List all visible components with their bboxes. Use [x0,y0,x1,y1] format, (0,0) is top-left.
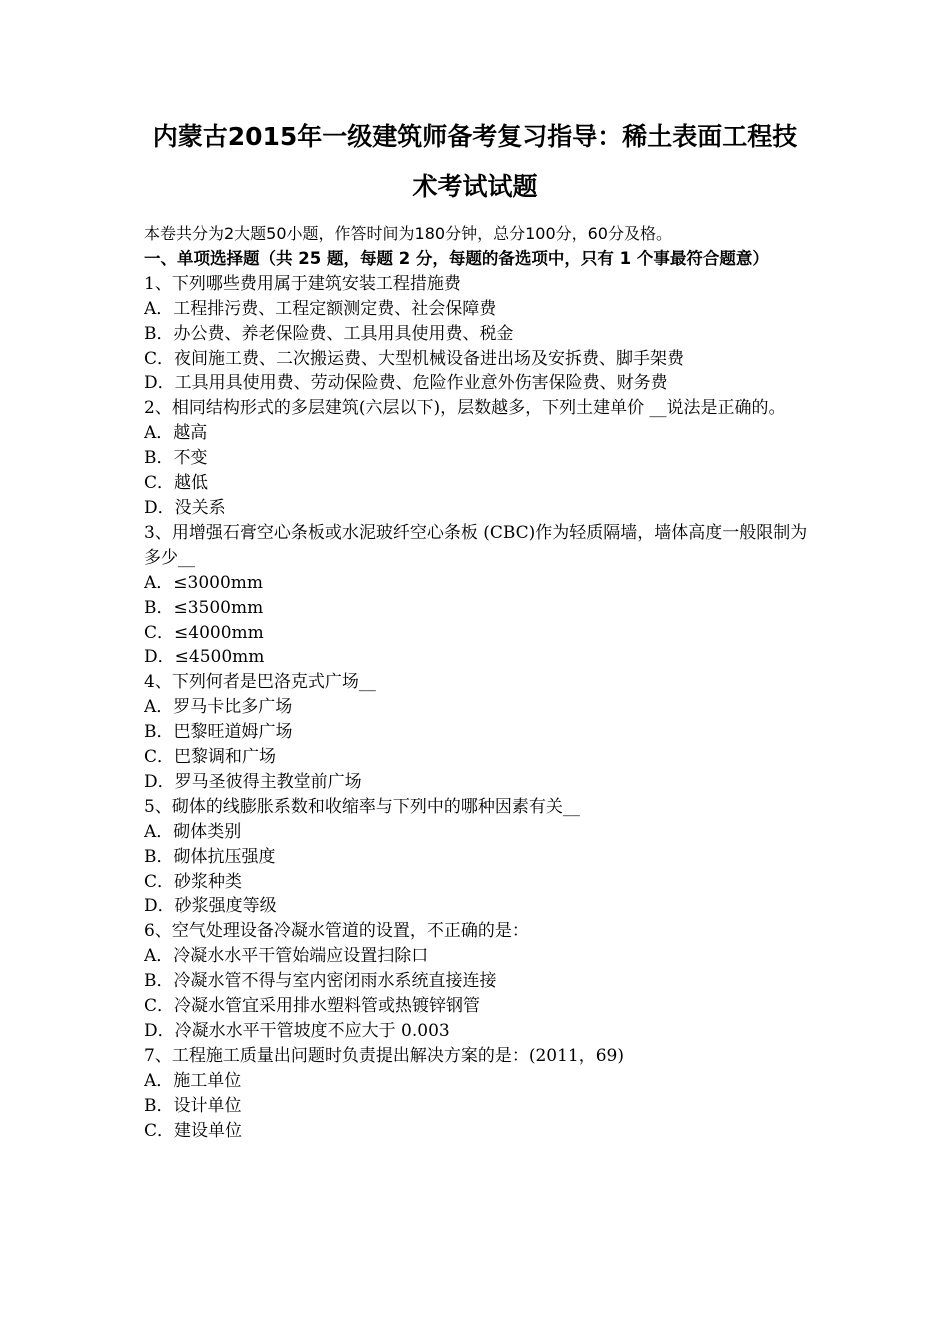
option-b: B．设计单位 [144,1095,242,1116]
option-c: C．≤4000mm [144,622,264,643]
section-heading: 一、单项选择题（共 25 题，每题 2 分，每题的备选项中，只有 1 个事最符合题意） [144,248,769,268]
option-b: B．巴黎旺道姆广场 [144,722,293,743]
option-d: D．≤4500mm [144,647,265,668]
question-text: 7、工程施工质量出问题时负责提出解决方案的是：(2011，69) [144,1045,624,1066]
question-7 [144,1044,808,1144]
option-b: B．砌体抗压强度 [144,846,276,867]
document-title-line-2: 术考试试题 [412,172,538,201]
option-c: C．冷凝水管宜采用排水塑料管或热镀锌钢管 [144,996,481,1017]
option-d: D．砂浆强度等级 [144,896,277,917]
option-a: A．罗马卡比多广场 [144,697,293,718]
question-text: 3、用增强石膏空心条板或水泥玻纤空心条板 (CBC)作为轻质隔墙，墙体高度一般限制为多少__ [144,522,808,568]
option-d: D．冷凝水水平干管坡度不应大于 0.003 [144,1021,450,1041]
option-c: C．建设单位 [144,1120,243,1141]
option-d: D．罗马圣彼得主教堂前广场 [144,771,362,792]
question-text: 6、空气处理设备冷凝水管道的设置，不正确的是： [144,921,529,942]
question-3 [144,521,808,670]
question-text: 2、相同结构形式的多层建筑(六层以下)，层数越多，下列土建单价 __说法是正确的。 [144,398,786,419]
option-c: C．巴黎调和广场 [144,747,277,768]
question-text: 4、下列何者是巴洛克式广场__ [144,672,376,693]
option-b: B．不变 [144,448,208,469]
option-b: B．冷凝水管不得与室内密闭雨水系统直接连接 [144,971,497,992]
option-c: C．夜间施工费、二次搬运费、大型机械设备进出场及安拆费、脚手架费 [144,348,685,369]
document-title-line-1: 内蒙古2015年一级建筑师备考复习指导：稀土表面工程技 [152,122,798,151]
question-text: 1、下列哪些费用属于建筑安装工程措施费 [144,273,461,294]
option-a: A．≤3000mm [144,572,264,593]
question-text: 5、砌体的线膨胀系数和收缩率与下列中的哪种因素有关__ [144,796,580,817]
option-b: B．办公费、养老保险费、工具用具使用费、税金 [144,323,514,344]
document-body [144,222,808,1144]
option-d: D．工具用具使用费、劳动保险费、危险作业意外伤害保险费、财务费 [144,373,668,394]
question-6 [144,919,808,1044]
question-5 [144,795,808,920]
option-c: C．越低 [144,473,209,494]
option-a: A．越高 [144,423,208,444]
option-a: A．冷凝水水平干管始端应设置扫除口 [144,946,429,967]
option-a: A．施工单位 [144,1070,242,1091]
exam-intro: 本卷共分为2大题50小题，作答时间为180分钟，总分100分，60分及格。 [144,224,672,243]
question-2 [144,396,808,521]
question-1 [144,272,808,397]
question-4 [144,670,808,795]
option-d: D．没关系 [144,497,226,518]
option-a: A．砌体类别 [144,821,242,842]
option-a: A．工程排污费、工程定额测定费、社会保障费 [144,298,497,319]
option-c: C．砂浆种类 [144,871,243,892]
option-b: B．≤3500mm [144,597,264,618]
